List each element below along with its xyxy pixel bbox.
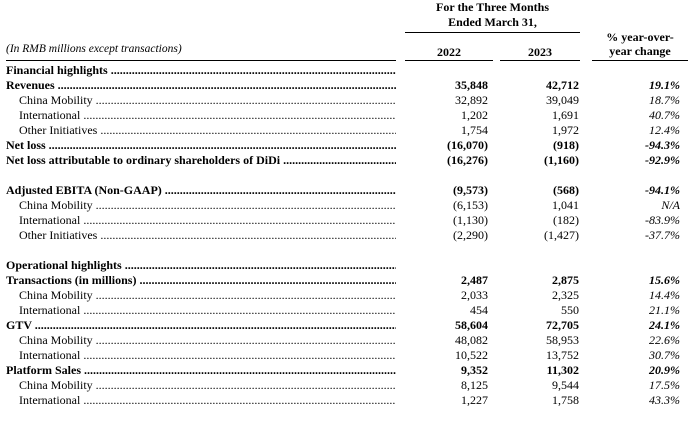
- value-2022: 8,125: [461, 378, 488, 392]
- table-row: [0, 123, 697, 138]
- value-2023: 58,953: [546, 333, 579, 347]
- value-2023: 550: [561, 303, 579, 317]
- header-underline-2023: [500, 60, 580, 61]
- value-2023: 13,752: [546, 348, 579, 362]
- table-row: [0, 213, 697, 228]
- table-row: [0, 198, 697, 213]
- pct-change: 14.4%: [649, 288, 680, 302]
- value-2022: 9,352: [461, 363, 488, 377]
- pct-change: -92.9%: [645, 153, 680, 167]
- row-label: Transactions (in millions) .....: [6, 273, 396, 288]
- value-2023: 1,972: [552, 123, 579, 137]
- pct-change: -94.3%: [645, 138, 680, 152]
- value-2023: (1,427): [544, 228, 579, 242]
- col-header-2023: 2023: [528, 45, 552, 59]
- value-2023: 39,049: [546, 93, 579, 107]
- value-2022: (1,130): [453, 213, 488, 227]
- pct-change: 18.7%: [649, 93, 680, 107]
- row-label: Platform Sales .....: [6, 363, 396, 378]
- row-label: Net loss .....: [6, 138, 396, 153]
- value-2023: 9,544: [552, 378, 579, 392]
- value-2023: (182): [553, 213, 579, 227]
- row-label: Revenues .....: [6, 78, 396, 93]
- pct-change: 22.6%: [649, 333, 680, 347]
- value-2022: (9,573): [453, 183, 488, 197]
- table-row: [0, 318, 697, 333]
- period-underline: [405, 32, 580, 33]
- value-2022: 48,082: [455, 333, 488, 347]
- table-row: [0, 363, 697, 378]
- table-row: [0, 273, 697, 288]
- table-row: [0, 108, 697, 123]
- value-2023: (918): [553, 138, 579, 152]
- row-label: International .....: [19, 213, 396, 228]
- value-2023: (1,160): [544, 153, 579, 167]
- header-underline-pct: [592, 60, 688, 61]
- row-label: Operational highlights .....: [6, 258, 396, 273]
- header-underline-2022: [405, 60, 493, 61]
- pct-change: 17.5%: [649, 378, 680, 392]
- value-2022: (16,070): [447, 138, 488, 152]
- row-label: China Mobility .....: [19, 198, 396, 213]
- pct-change: -83.9%: [645, 213, 680, 227]
- table-row: [0, 138, 697, 153]
- pct-change: -94.1%: [645, 183, 680, 197]
- pct-change: 30.7%: [649, 348, 680, 362]
- pct-change: -37.7%: [645, 228, 680, 242]
- col-header-2022: 2022: [437, 45, 461, 59]
- table-row: [0, 93, 697, 108]
- value-2022: 1,754: [461, 123, 488, 137]
- pct-change: N/A: [661, 198, 680, 212]
- value-2022: 1,202: [461, 108, 488, 122]
- pct-header-line2: year change: [609, 44, 671, 58]
- value-2022: (6,153): [453, 198, 488, 212]
- value-2022: 10,522: [455, 348, 488, 362]
- value-2022: 2,487: [461, 273, 488, 287]
- table-row: [0, 303, 697, 318]
- table-row: [0, 153, 697, 168]
- value-2023: 42,712: [546, 78, 579, 92]
- value-2022: 32,892: [455, 93, 488, 107]
- row-label: Net loss attributable to ordinary shareholders of DiDi .....: [6, 153, 396, 168]
- pct-change: 12.4%: [649, 123, 680, 137]
- pct-change: 40.7%: [649, 108, 680, 122]
- value-2022: (16,276): [447, 153, 488, 167]
- row-label: Adjusted EBITA (Non-GAAP) .....: [6, 183, 396, 198]
- row-label: Other Initiatives .....: [19, 228, 396, 243]
- row-label: Other Initiatives .....: [19, 123, 396, 138]
- row-label: International .....: [19, 393, 396, 408]
- period-header-line2: Ended March 31,: [448, 15, 537, 29]
- pct-change: 15.6%: [649, 273, 680, 287]
- table-row: [0, 288, 697, 303]
- value-2023: (568): [553, 183, 579, 197]
- row-label: International .....: [19, 303, 396, 318]
- table-row: [0, 228, 697, 243]
- table-row: [0, 183, 697, 198]
- period-header-line1: For the Three Months: [436, 0, 549, 14]
- pct-change: 43.3%: [649, 393, 680, 407]
- pct-change: 24.1%: [649, 318, 680, 332]
- pct-header-line1: % year-over-: [606, 30, 674, 44]
- value-2023: 2,325: [552, 288, 579, 302]
- units-note: (In RMB millions except transactions): [6, 43, 182, 55]
- row-label: GTV .....: [6, 318, 396, 333]
- row-label: China Mobility .....: [19, 333, 396, 348]
- value-2023: 1,041: [552, 198, 579, 212]
- value-2022: 454: [470, 303, 488, 317]
- value-2023: 11,302: [546, 363, 579, 377]
- row-label: International .....: [19, 348, 396, 363]
- row-label: China Mobility .....: [19, 378, 396, 393]
- table-row: [0, 348, 697, 363]
- table-row: [0, 393, 697, 408]
- value-2022: (2,290): [453, 228, 488, 242]
- row-label: International .....: [19, 108, 396, 123]
- row-label: China Mobility .....: [19, 288, 396, 303]
- row-label: Financial highlights .....: [6, 63, 396, 78]
- value-2022: 35,848: [455, 78, 488, 92]
- value-2023: 2,875: [552, 273, 579, 287]
- table-row: [0, 333, 697, 348]
- table-row: [0, 63, 697, 78]
- header-underline-left: [6, 60, 396, 61]
- value-2023: 72,705: [546, 318, 579, 332]
- value-2023: 1,691: [552, 108, 579, 122]
- table-row: [0, 378, 697, 393]
- value-2022: 2,033: [461, 288, 488, 302]
- row-label: China Mobility .....: [19, 93, 396, 108]
- value-2023: 1,758: [552, 393, 579, 407]
- value-2022: 1,227: [461, 393, 488, 407]
- pct-change: 19.1%: [649, 78, 680, 92]
- pct-change: 20.9%: [649, 363, 680, 377]
- value-2022: 58,604: [455, 318, 488, 332]
- table-row: [0, 258, 697, 273]
- table-row: [0, 78, 697, 93]
- pct-change: 21.1%: [649, 303, 680, 317]
